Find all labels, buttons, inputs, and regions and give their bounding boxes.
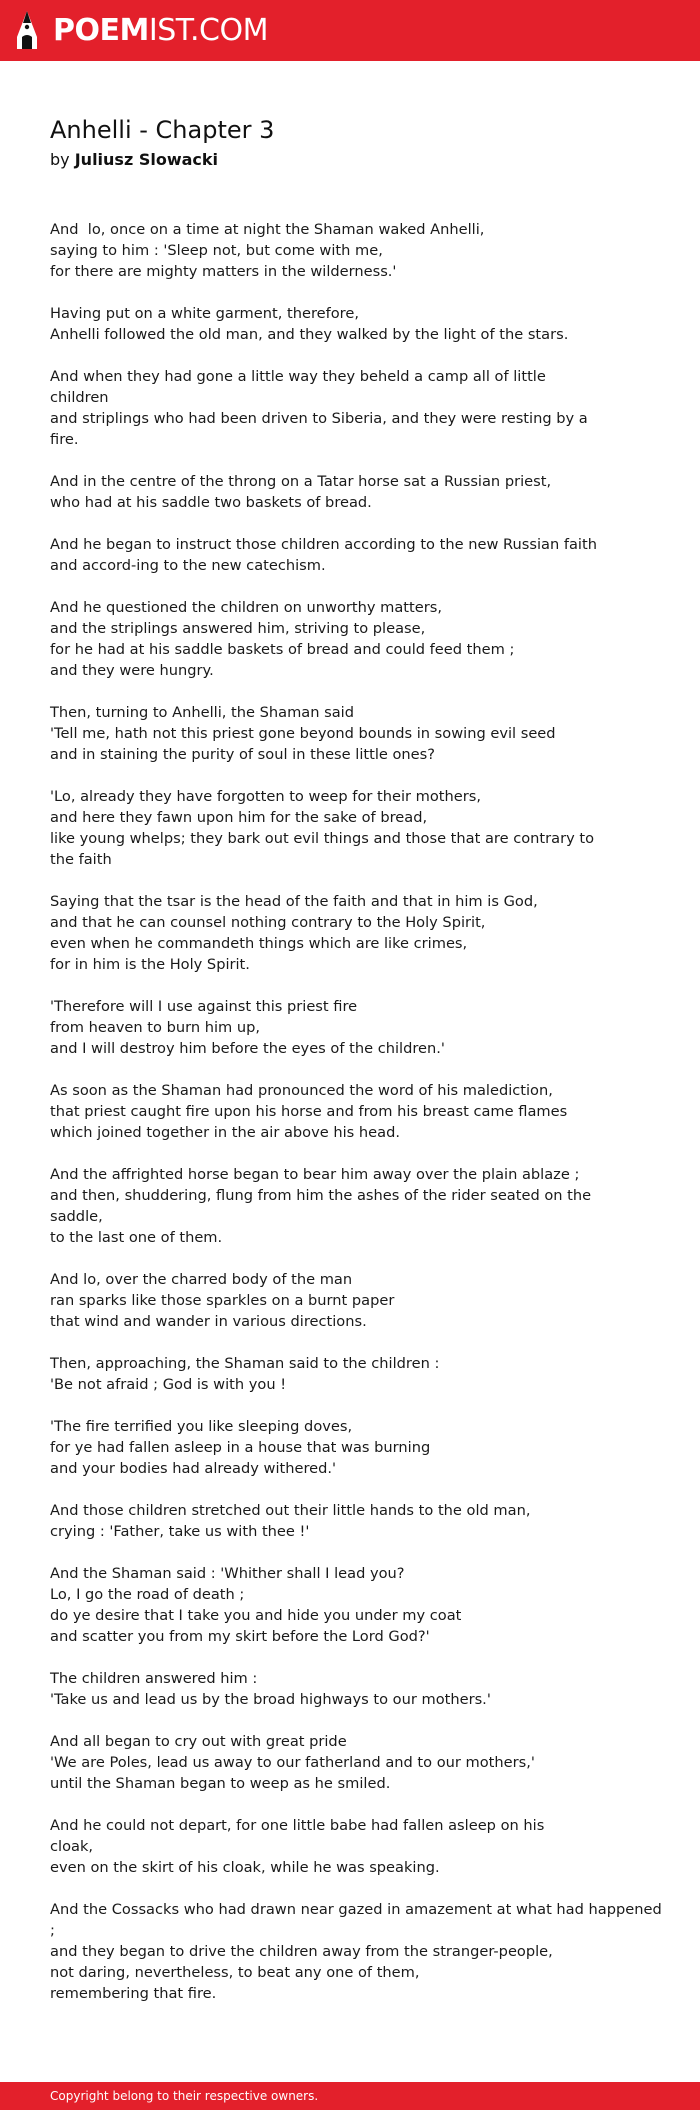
stanza (50, 303, 610, 345)
stanza (50, 786, 610, 870)
poem-line: And lo, over the charred body of the man (50, 1271, 353, 1288)
stanza (50, 1416, 610, 1479)
poem-line: 'Be not afraid ; God is with you ! (50, 1376, 287, 1393)
poem-line: that priest caught fire upon his horse and from his breast came flames (50, 1103, 568, 1120)
poem-line: who had at his saddle two baskets of bread. (50, 494, 372, 511)
poem-line: and accord-ing to the new catechism. (50, 557, 326, 574)
poem-line: for there are mighty matters in the wilderness.' (50, 263, 397, 280)
poem-line: Then, approaching, the Shaman said to the children : (50, 1355, 440, 1372)
poem-line: do ye desire that I take you and hide you under my coat (50, 1607, 462, 1624)
stanza (50, 996, 610, 1059)
stanza (50, 1500, 610, 1542)
stanza (50, 1815, 610, 1878)
brand-light: IST.COM (148, 13, 268, 48)
stanza (50, 219, 610, 282)
poem-line: like young whelps; they bark out evil things and those that are contrary to (50, 830, 594, 847)
site-footer (0, 2082, 700, 2110)
poem-line: and they were hungry. (50, 662, 214, 679)
poem-line: and here they fawn upon him for the sake of bread, (50, 809, 428, 826)
poem-line: and your bodies had already withered.' (50, 1460, 337, 1477)
poem-line: As soon as the Shaman had pronounced the word of his malediction, (50, 1082, 553, 1099)
stanza (50, 891, 610, 975)
poem-line: Lo, I go the road of death ; (50, 1586, 245, 1603)
poem-line: And all began to cry out with great pride (50, 1733, 347, 1750)
poem-line: even when he commandeth things which are like crimes, (50, 935, 468, 952)
stanza (50, 1164, 610, 1248)
poem-line: and scatter you from my skirt before the Lord God?' (50, 1628, 430, 1645)
poem-line: And he questioned the children on unworthy matters, (50, 599, 442, 616)
poem-line: Having put on a white garment, therefore, (50, 305, 359, 322)
poem-line: that wind and wander in various directions. (50, 1313, 367, 1330)
poem-line: for in him is the Holy Spirit. (50, 956, 250, 973)
poem-line: to the last one of them. (50, 1229, 223, 1246)
stanza (50, 1353, 610, 1395)
poem-line: ran sparks like those sparkles on a burnt paper (50, 1292, 395, 1309)
copyright-text: Copyright belong to their respective owners. (50, 2089, 319, 2103)
poem-line: even on the skirt of his cloak, while he was speaking. (50, 1859, 440, 1876)
stanza (50, 702, 610, 765)
stanza (50, 366, 610, 450)
author-name[interactable]: Juliusz Slowacki (74, 150, 219, 169)
stanza (50, 1563, 610, 1647)
poem-line: saying to him : 'Sleep not, but come with me, (50, 242, 383, 259)
poem-line: 'The fire terrified you like sleeping doves, (50, 1418, 353, 1435)
poem-line: from heaven to burn him up, (50, 1019, 261, 1036)
poem-line: and in staining the purity of soul in these little ones? (50, 746, 435, 763)
stanza (50, 1899, 662, 2004)
stanza (50, 471, 610, 513)
stanza (50, 1269, 610, 1332)
poem-line: And he could not depart, for one little babe had fallen asleep on his (50, 1817, 545, 1834)
poem-line: 'We are Poles, lead us away to our fatherland and to our mothers,' (50, 1754, 535, 1771)
poem-line: for ye had fallen asleep in a house that was burning (50, 1439, 431, 1456)
poem-line: remembering that fire. (50, 1985, 217, 2002)
poem-line: Anhelli followed the old man, and they walked by the light of the stars. (50, 326, 569, 343)
poem-line: Then, turning to Anhelli, the Shaman said (50, 704, 354, 721)
poem-line: fire. (50, 431, 79, 448)
byline (50, 148, 650, 172)
brand-bold: POEM (53, 13, 149, 48)
poem-line: and striplings who had been driven to Siberia, and they were resting by a (50, 410, 588, 427)
poem-line: for he had at his saddle baskets of bread and could feed them ; (50, 641, 515, 658)
pen-nib-icon (15, 9, 39, 53)
poem-line: until the Shaman began to weep as he smiled. (50, 1775, 391, 1792)
poem-line: and the striplings answered him, striving to please, (50, 620, 426, 637)
poem-line: and they began to drive the children away from the stranger-people, (50, 1943, 553, 1960)
stanza (50, 1668, 610, 1710)
poem-line: And he began to instruct those children according to the new Russian faith (50, 536, 597, 553)
poem-line: 'Lo, already they have forgotten to weep for their mothers, (50, 788, 481, 805)
poem-line: and that he can counsel nothing contrary to the Holy Spirit, (50, 914, 486, 931)
poem-title: Anhelli - Chapter 3 (50, 116, 275, 144)
site-logo[interactable] (15, 9, 268, 53)
poem-line: which joined together in the air above his head. (50, 1124, 400, 1141)
site-header (0, 0, 700, 61)
poem-line: Saying that the tsar is the head of the faith and that in him is God, (50, 893, 538, 910)
poem-line: 'Tell me, hath not this priest gone beyond bounds in sowing evil seed (50, 725, 556, 742)
poem-heading (50, 113, 650, 172)
poem-line: children (50, 389, 109, 406)
poem-line: And the Shaman said : 'Whither shall I lead you? (50, 1565, 405, 1582)
poem-line: cloak, (50, 1838, 94, 1855)
stanza (50, 534, 610, 576)
poem-line: And when they had gone a little way they beheld a camp all of little (50, 368, 546, 385)
poem-line: And in the centre of the throng on a Tatar horse sat a Russian priest, (50, 473, 552, 490)
poem-line: The children answered him : (50, 1670, 258, 1687)
poem-line: not daring, nevertheless, to beat any one of them, (50, 1964, 420, 1981)
poem-body (50, 219, 662, 2025)
stanza (50, 1731, 610, 1794)
poem-line: crying : 'Father, take us with thee !' (50, 1523, 310, 1540)
by-label: by (50, 150, 70, 169)
poem-line: And the Cossacks who had drawn near gazed in amazement at what had happened (50, 1901, 662, 1918)
poem-line: and then, shuddering, flung from him the ashes of the rider seated on the (50, 1187, 592, 1204)
stanza (50, 597, 610, 681)
poem-line: the faith (50, 851, 112, 868)
poem-line: saddle, (50, 1208, 103, 1225)
poem-line: 'Take us and lead us by the broad highways to our mothers.' (50, 1691, 491, 1708)
poem-line: and I will destroy him before the eyes of the children.' (50, 1040, 445, 1057)
stanza (50, 1080, 610, 1143)
poem-line: 'Therefore will I use against this priest fire (50, 998, 358, 1015)
poem-line: And lo, once on a time at night the Shaman waked Anhelli, (50, 221, 485, 238)
brand-name (53, 9, 268, 53)
poem-line: And the affrighted horse began to bear him away over the plain ablaze ; (50, 1166, 580, 1183)
poem-line: And those children stretched out their little hands to the old man, (50, 1502, 531, 1519)
poem-line: ; (50, 1922, 55, 1939)
